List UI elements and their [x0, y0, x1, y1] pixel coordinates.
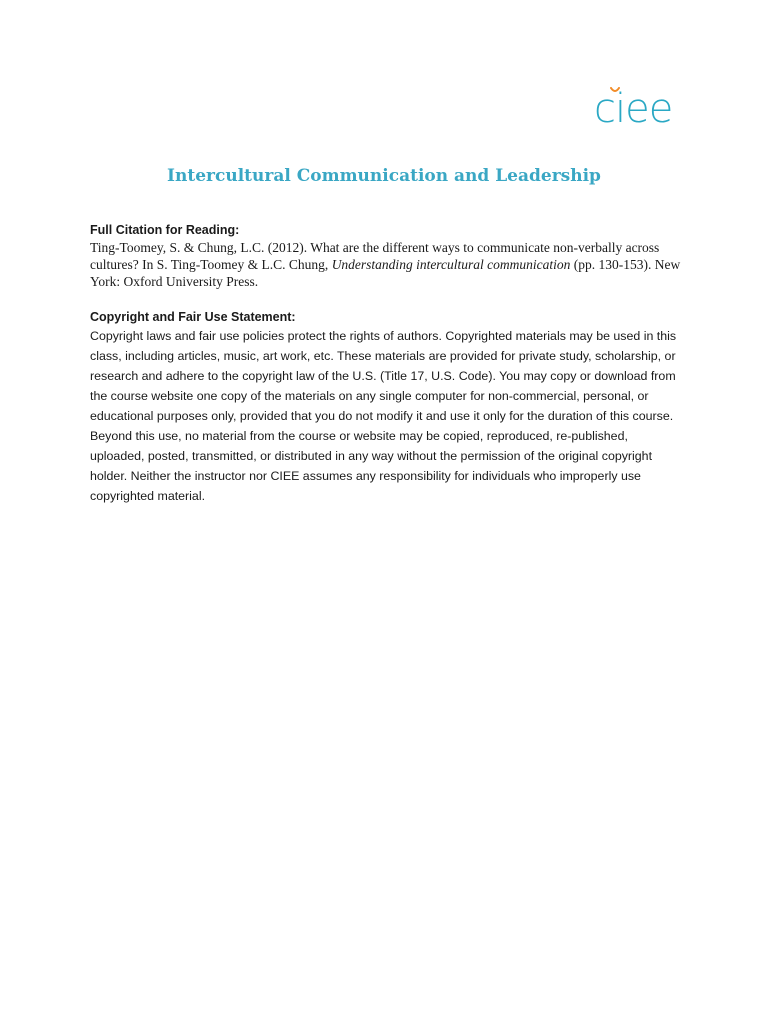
- document-title: Intercultural Communication and Leadership: [167, 166, 601, 186]
- copyright-text: Copyright laws and fair use policies protect the rights of authors. Copyrighted materials may be used in this class, including articles, music, art work, etc. These materials are provided for private study, scholarship, or research and adhere to the copyright law of the U.S. (Title 17, U.S. Code). You may copy or download from the course website one copy of the materials on any single computer for non-commercial, personal, or educational purposes only, provided that you do not modify it and use it only for the duration of this course. Beyond this use, no material from the course or website may be copied, reproduced, re-published, uploaded, posted, transmitted, or distributed in any way without the permission of the original copyright holder. Neither the instructor nor CIEE assumes any responsibility for individuals who improperly use copyrighted material.: [90, 329, 677, 503]
- citation-book-title: Understanding intercultural communication: [331, 257, 571, 272]
- citation-text-before: Ting-Toomey, S. & Chung, L.C. (2012). What are the different ways to communicate non-verbally across cultures? In S. Ting-Toomey & L.C. Chung,: [90, 240, 660, 272]
- citation-heading: Full Citation for Reading:: [90, 223, 240, 237]
- citation-text-after: (pp. 130-153). New York: Oxford University Press.: [90, 257, 681, 289]
- citation-section: [90, 222, 682, 290]
- copyright-section: [90, 309, 682, 506]
- logo-accent-arc-icon: [610, 87, 620, 94]
- ciee-logo: [594, 84, 684, 134]
- citation-text: [90, 239, 682, 290]
- logo-wordmark: ciee: [594, 86, 673, 132]
- copyright-heading: Copyright and Fair Use Statement:: [90, 310, 296, 324]
